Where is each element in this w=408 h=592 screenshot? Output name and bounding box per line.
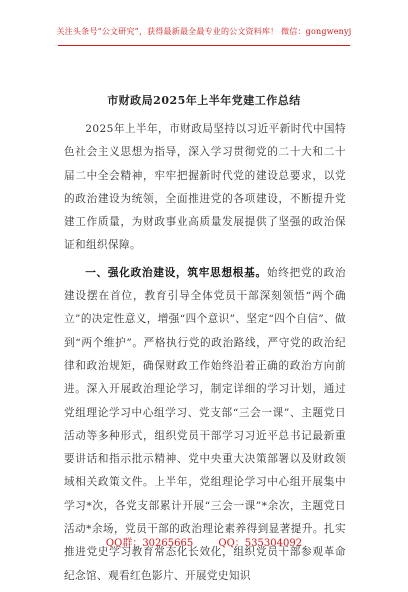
document-title: 市财政局2025年上半年党建工作总结 bbox=[107, 94, 301, 107]
footer-qq-number: QQ：535304092 bbox=[218, 538, 303, 549]
footer-qq-group: QQ群：30265665 bbox=[105, 538, 194, 549]
header-promo-note: 关注头条号“公文研究”，获得最新最全最专业的公文资料库！ 微信：gongwenyj bbox=[56, 27, 352, 36]
document-body bbox=[64, 118, 346, 592]
intro-paragraph: 2025年上半年，市财政局坚持以习近平新时代中国特色社会主义思想为指导，深入学习贯彻党的二十大和二十届二中全会精神，牢牢把握新时代党的建设总要求，以党的政治建设为统领，全面推进党的各项建设，不断提升党建工作质量，为财政事业高质量发展提供了坚强的政治保证和组织保障。 bbox=[64, 123, 346, 252]
section-1-text: 始终把党的政治建设摆在首位，教育引导全体党员干部深刻领悟“两个确立”的决定性意义，增强“四个意识”、坚定“四个自信”、做到“两个维护”。严格执行党的政治路线，严守党的政治纪律和政治规矩，确保财政工作始终沿着正确的政治方向前进。深入开展政治理论学习，制定详细的学习计划，通过党组理论学习中心组学习、党支部“三会一课”、主题党日活动等多种形式，组织党员干部学习习近平总书记最新重要讲话和指示批示精神、党中央重大决策部署以及财政领域相关政策文件。上半年，党组理论学习中心组开展集中学习*次，各党支部累计开展“三会一课”*余次，主题党日活动*余场，党员干部的政治理论素养得到显著提升。扎实推进党史学习教育常态化长效化，组织党员干部参观革命纪念馆、观看红色影片、开展党史知识 bbox=[64, 266, 346, 582]
section-1-heading: 一、强化政治建设，筑牢思想根基。 bbox=[85, 266, 267, 279]
header-divider bbox=[58, 45, 350, 46]
footer-contacts bbox=[0, 534, 408, 549]
